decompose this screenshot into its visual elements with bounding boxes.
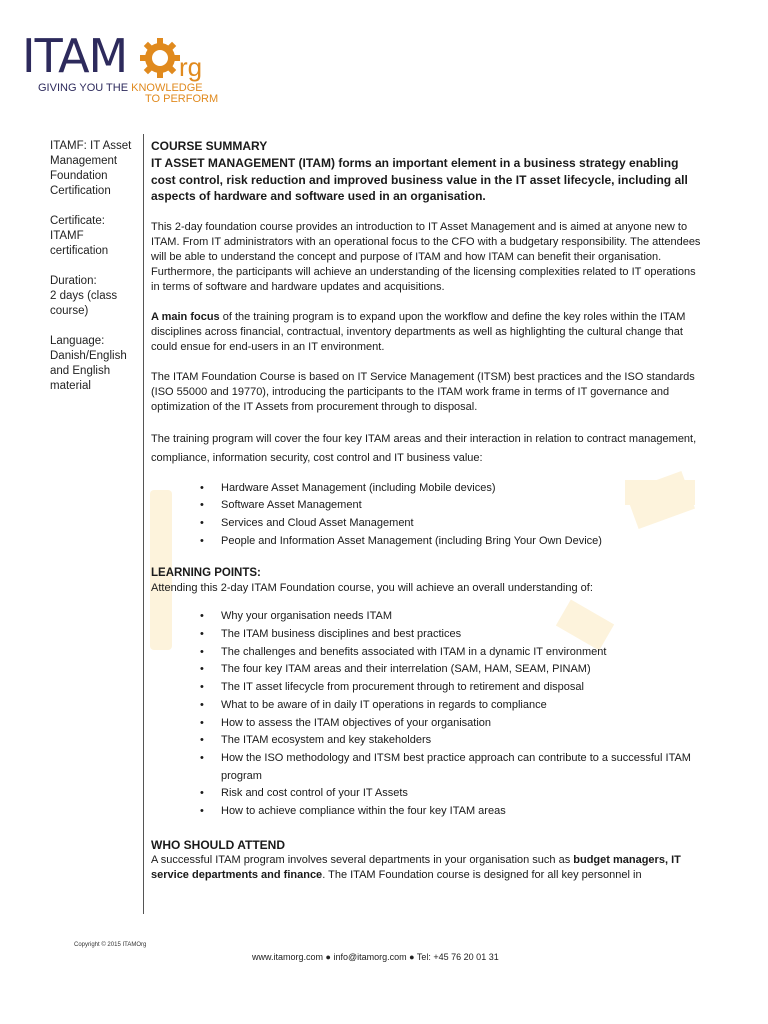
language-value: Danish/English and English material	[50, 350, 127, 392]
tagline-knowledge: KNOWLEDGE	[131, 82, 203, 94]
list-item-text: The ITAM business disciplines and best practices	[221, 628, 462, 641]
paragraph-key-areas: The training program will cover the four key ITAM areas and their interaction in relation to contract management, compliance, information security, cost control and IT business value:	[151, 432, 697, 464]
list-item-text: Why your organisation needs ITAM	[221, 610, 392, 623]
bullet-icon: •	[200, 663, 204, 676]
list-item-text: How to assess the ITAM objectives of your organisation	[221, 716, 492, 729]
language-label: Language:	[50, 335, 105, 347]
learning-points-intro: Attending this 2-day ITAM Foundation course, you will achieve an overall understanding of:	[151, 582, 593, 595]
paragraph-main-focus	[151, 310, 703, 355]
bullet-icon: •	[200, 805, 204, 818]
list-item	[151, 785, 703, 803]
list-item	[151, 715, 703, 733]
list-item-text: Hardware Asset Management (including Mobile devices)	[221, 481, 496, 494]
who-should-attend-heading: WHO SHOULD ATTEND	[151, 837, 285, 852]
bullet-icon: •	[200, 516, 204, 529]
list-item-text: Software Asset Management	[221, 499, 362, 512]
duration-label: Duration:	[50, 275, 97, 287]
list-item-text: Risk and cost control of your IT Assets	[221, 787, 408, 800]
main-content	[151, 139, 703, 883]
list-item-text: The challenges and benefits associated with ITAM in a dynamic IT environment	[221, 645, 607, 658]
list-item-text: How the ISO methodology and ITSM best practice approach can contribute to a successful ITAM program	[221, 751, 691, 782]
list-item	[151, 608, 703, 626]
list-item	[151, 697, 703, 715]
list-item	[151, 497, 703, 515]
key-areas-list	[151, 480, 703, 551]
language-info	[50, 334, 138, 394]
tagline-part1: GIVING YOU THE	[38, 82, 132, 94]
list-item	[151, 803, 703, 821]
bullet-icon: •	[200, 751, 204, 764]
list-item	[151, 644, 703, 662]
course-summary-heading: COURSE SUMMARY	[151, 139, 268, 153]
copyright-notice: Copyright © 2015 ITAMOrg	[74, 942, 147, 948]
list-item	[151, 480, 703, 498]
tagline-to-perform: TO PERFORM	[145, 93, 219, 105]
main-focus-bold: A main focus	[151, 310, 220, 323]
who-should-attend-text	[151, 853, 703, 883]
main-focus-text: of the training program is to expand upon the workflow and define the key roles within the ITAM disciplines across financial, contractual, inventory departments as well as highlighting the cultural change that could ensue for end-users in an IT environment.	[151, 310, 686, 353]
gear-icon	[138, 36, 182, 80]
bullet-icon: •	[200, 499, 204, 512]
list-item-text: What to be aware of in daily IT operations in regards to compliance	[221, 698, 547, 711]
list-item	[151, 750, 703, 785]
certificate-label: Certificate:	[50, 215, 105, 227]
logo-rg-text: rg	[179, 52, 203, 82]
bullet-icon: •	[200, 716, 204, 729]
list-item-text: People and Information Asset Management (including Bring Your Own Device)	[221, 534, 602, 547]
paragraph-itsm: The ITAM Foundation Course is based on IT Service Management (ITSM) best practices and the ISO standards (ISO 55000 and 19770), introducing the participants to the ITAM work frame in terms of IT governance and optimization of the IT Assets from procurement through to disposal.	[151, 370, 695, 413]
list-item	[151, 533, 703, 551]
column-divider	[143, 134, 144, 914]
certificate-info	[50, 214, 138, 259]
list-item-text: Services and Cloud Asset Management	[221, 516, 414, 529]
list-item-text: The ITAM ecosystem and key stakeholders	[221, 734, 432, 747]
bullet-icon: •	[200, 681, 204, 694]
who-text-start: A successful ITAM program involves several departments in your organisation such as	[151, 853, 574, 866]
bullet-icon: •	[200, 787, 204, 800]
bullet-icon: •	[200, 534, 204, 547]
paragraph-overview: This 2-day foundation course provides an introduction to IT Asset Management and is aimed at anyone new to ITAM. From IT administrators with an operational focus to the CFO with a budgetary responsibility. The attendees will be able to understand the concept and purpose of ITAM and how ITAM can benefit their organisation. Furthermore, the participants will achieve an understanding of the licensing complexities related to IT operations in terms of software and hardware updates and acquisitions.	[151, 220, 701, 293]
list-item	[151, 661, 703, 679]
who-text-bold: budget managers, IT service departments and finance	[151, 853, 681, 881]
bullet-icon: •	[200, 698, 204, 711]
contact-info: www.itamorg.com ● info@itamorg.com ● Tel: +45 76 20 01 31	[252, 952, 499, 962]
course-title: ITAMF: IT Asset Management Foundation Certification	[50, 140, 132, 197]
bullet-icon: •	[200, 734, 204, 747]
course-info-sidebar	[50, 139, 138, 409]
bullet-icon: •	[200, 628, 204, 641]
list-item	[151, 626, 703, 644]
list-item-text: The four key ITAM areas and their interrelation (SAM, HAM, SEAM, PINAM)	[221, 663, 591, 676]
learning-points-heading: LEARNING POINTS:	[151, 567, 261, 580]
duration-value: 2 days (class course)	[50, 290, 118, 317]
list-item	[151, 515, 703, 533]
duration-info	[50, 274, 138, 319]
who-text-end: . The ITAM Foundation course is designed for all key personnel in	[322, 868, 642, 881]
intro-paragraph: IT ASSET MANAGEMENT (ITAM) forms an important element in a business strategy enabling cost control, risk reduction and improved business value in the IT asset lifecycle, including all aspects of hardware and software used in an organisation.	[151, 156, 688, 203]
logo-itam-text: ITAM	[22, 29, 128, 83]
list-item	[151, 732, 703, 750]
bullet-icon: •	[200, 481, 204, 494]
learning-points-list	[151, 608, 703, 820]
bullet-icon: •	[200, 645, 204, 658]
list-item	[151, 679, 703, 697]
certificate-value: ITAMF certification	[50, 230, 109, 257]
list-item-text: How to achieve compliance within the four key ITAM areas	[221, 805, 506, 818]
bullet-icon: •	[200, 610, 204, 623]
list-item-text: The IT asset lifecycle from procurement through to retirement and disposal	[221, 681, 584, 694]
